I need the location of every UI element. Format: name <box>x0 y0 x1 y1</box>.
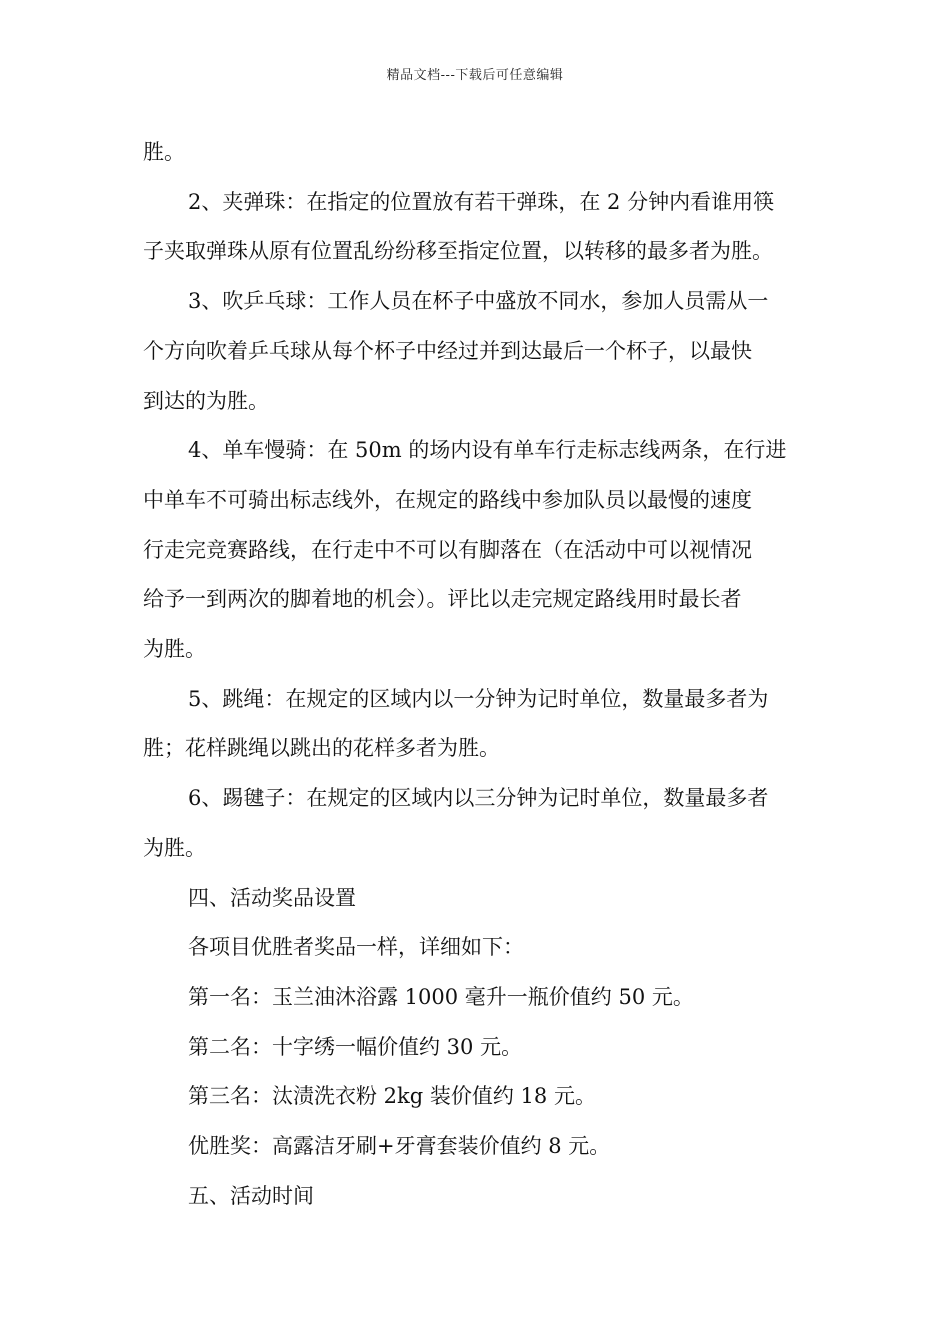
paragraph-line: 胜。 <box>143 140 185 164</box>
paragraph-line: 2、夹弹珠：在指定的位置放有若干弹珠，在 2 分钟内看谁用筷 <box>188 189 775 214</box>
page-header: 精品文档---下载后可任意编辑 <box>386 68 564 83</box>
paragraph-line: 各项目优胜者奖品一样，详细如下： <box>188 935 524 960</box>
paragraph-line: 中单车不可骑出标志线外，在规定的路线中参加队员以最慢的速度 <box>143 487 752 512</box>
paragraph-line: 行走完竞赛路线，在行走中不可以有脚落在（在活动中可以视情况 <box>143 537 752 562</box>
paragraph-line: 为胜。 <box>143 835 206 860</box>
section-heading: 四、活动奖品设置 <box>188 885 356 910</box>
document-body <box>143 128 813 1221</box>
paragraph-line: 给予一到两次的脚着地的机会）。评比以走完规定路线用时最长者 <box>143 587 742 612</box>
prize-item: 第一名：玉兰油沐浴露 1000 毫升一瓶价值约 50 元。 <box>188 984 694 1009</box>
paragraph-line: 5、跳绳：在规定的区域内以一分钟为记时单位，数量最多者为 <box>188 686 769 711</box>
section-heading: 五、活动时间 <box>188 1183 314 1208</box>
paragraph-line: 6、踢毽子：在规定的区域内以三分钟为记时单位，数量最多者 <box>188 786 769 811</box>
prize-item: 优胜奖：高露洁牙刷+牙膏套装价值约 8 元。 <box>188 1134 611 1159</box>
paragraph-line: 为胜。 <box>143 637 206 662</box>
paragraph-line: 到达的为胜。 <box>143 388 269 413</box>
paragraph-line: 胜；花样跳绳以跳出的花样多者为胜。 <box>143 736 500 761</box>
prize-item: 第三名：汰渍洗衣粉 2kg 装价值约 18 元。 <box>188 1084 596 1109</box>
paragraph-line: 个方向吹着乒乓球从每个杯子中经过并到达最后一个杯子，以最快 <box>143 338 752 363</box>
paragraph-line: 4、单车慢骑：在 50m 的场内设有单车行走标志线两条，在行进 <box>188 438 787 463</box>
prize-item: 第二名：十字绣一幅价值约 30 元。 <box>188 1034 523 1059</box>
paragraph-line: 3、吹乒乓球：工作人员在杯子中盛放不同水，参加人员需从一 <box>188 289 769 314</box>
paragraph-line: 子夹取弹珠从原有位置乱纷纷移至指定位置，以转移的最多者为胜。 <box>143 239 773 264</box>
